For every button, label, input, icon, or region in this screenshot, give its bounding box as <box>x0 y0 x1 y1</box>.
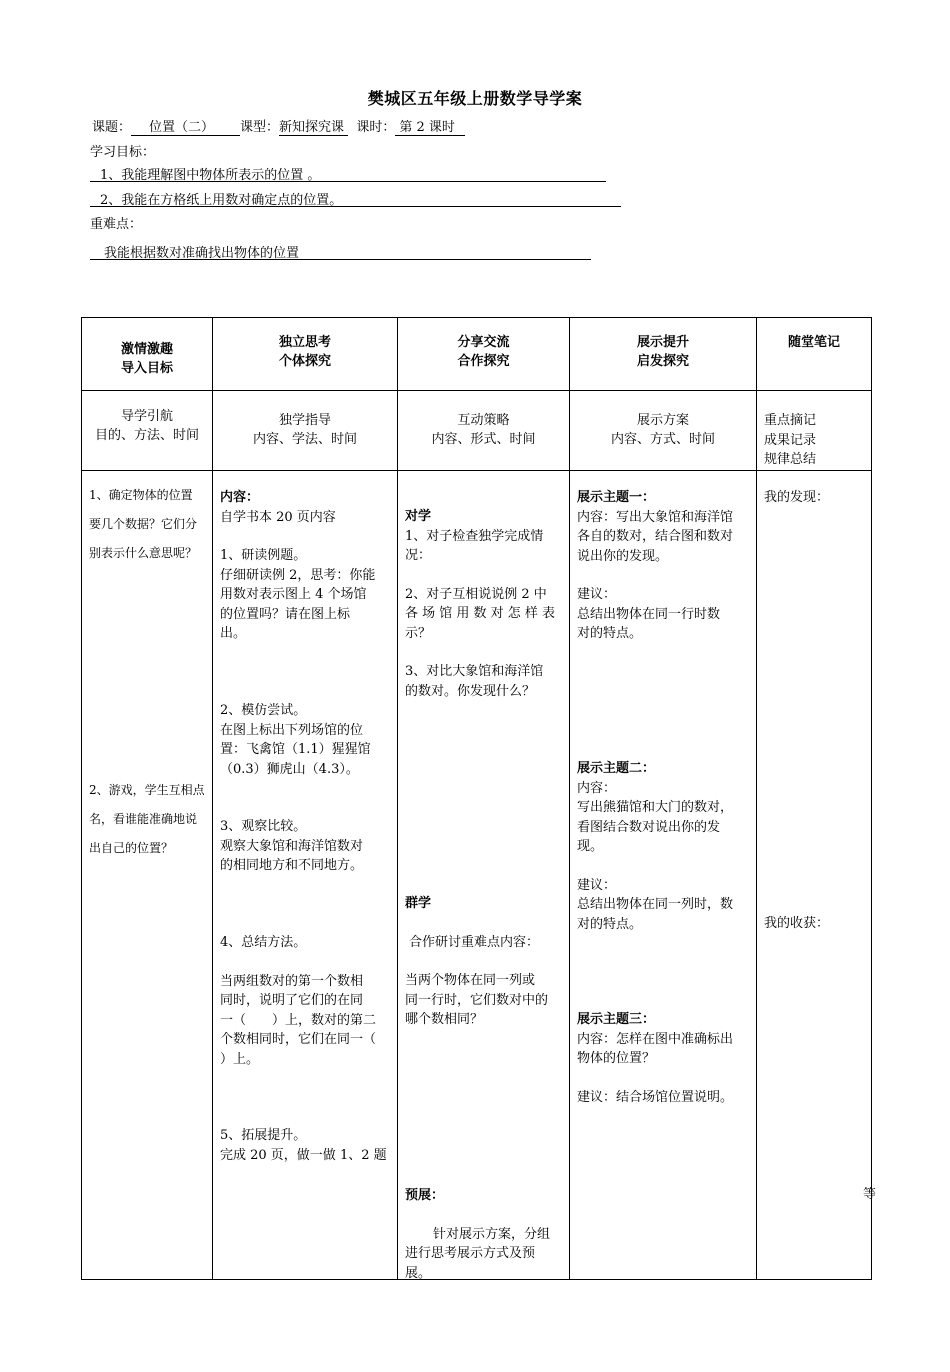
theme-2-advice-line: 总结出物体在同一列时，数 <box>577 897 734 912</box>
subheader-5-line2: 成果记录 <box>764 432 817 448</box>
step-2-line: 置：飞禽馆（1.1）猩猩馆 <box>220 742 371 757</box>
guide-question-2 <box>89 776 206 863</box>
step-5-line: 完成 20 页，做一做 1、2 题 <box>220 1147 387 1163</box>
content-cell-self-study <box>213 471 398 1280</box>
subheader-cell-1 <box>82 391 213 471</box>
pair-line: 2、对子互相说说例 2 中 <box>405 586 547 602</box>
theme-1-line: 说出你的发现。 <box>577 548 669 564</box>
step-3-line: 的相同地方和不同地方。 <box>220 858 364 873</box>
topic-label: 课题： <box>92 120 132 135</box>
step-2-line: （0.3）狮虎山（4.3）。 <box>220 761 359 777</box>
step-2 <box>220 701 391 779</box>
subheader-5-line3: 规律总结 <box>764 452 817 467</box>
step-1-line: 用数对表示图上 4 个场馆 <box>220 587 367 602</box>
notes-gain: 我的收获： <box>764 916 830 931</box>
pair-line: 示？ <box>405 625 432 641</box>
pre-show <box>405 1186 563 1283</box>
guide-q1-line: 1、确定物体的位置 <box>89 488 193 502</box>
pair-study-label: 对学 <box>405 509 432 524</box>
period-label: 课时： <box>356 120 396 135</box>
info-line <box>92 116 465 136</box>
guide-q1-line: 别表示什么意思呢？ <box>89 546 198 560</box>
header-cell-2 <box>213 318 398 391</box>
theme-2-label: 展示主题二： <box>577 761 656 776</box>
goal-2-underline <box>90 206 621 207</box>
header-5-line1: 随堂笔记 <box>787 335 840 350</box>
theme-2-advice-line: 对的特点。 <box>577 916 643 932</box>
step-1-line: 的位置吗？请在图上标 <box>220 606 351 622</box>
theme-1-label: 展示主题一： <box>577 490 656 505</box>
pair-line: 各 场 馆 用 数 对 怎 样 表 <box>405 606 556 621</box>
page-title: 樊城区五年级上册数学导学案 <box>367 89 583 108</box>
header-cell-4 <box>570 318 757 391</box>
subheader-5-line1: 重点摘记 <box>764 413 817 428</box>
goal-item-1: 1、我能理解图中物体所表示的位置 。 <box>100 168 321 183</box>
content-text: 自学书本 20 页内容 <box>220 509 336 525</box>
theme-2-line: 写出熊猫馆和大门的数对， <box>577 800 734 815</box>
theme-3-line: 物体的位置？ <box>577 1051 656 1066</box>
content-label: 内容： <box>220 490 260 505</box>
pre-show-line: 展。 <box>405 1265 432 1281</box>
step-3-title: 3、观察比较。 <box>220 819 307 834</box>
theme-2-line: 现。 <box>577 839 604 854</box>
step-1-line: 出。 <box>220 626 247 641</box>
content-cell-interaction <box>398 471 570 1280</box>
subheader-1-line2: 目的、方法、时间 <box>94 428 199 443</box>
pre-show-label: 预展： <box>405 1188 445 1203</box>
step-4-line: 个数相同时，它们在同一（ <box>220 1032 377 1047</box>
step-4-title: 4、总结方法。 <box>220 935 307 950</box>
step-3-line: 观察大象馆和海洋馆数对 <box>220 838 364 854</box>
content-cell-showcase <box>570 471 757 1280</box>
goal-1-underline <box>90 181 606 182</box>
theme-1-line: 内容：写出大象馆和海洋馆 <box>577 509 734 525</box>
step-1-title: 1、研读例题。 <box>220 548 307 563</box>
pair-line: 3、对比大象馆和海洋馆 <box>405 664 544 679</box>
header-cell-1 <box>82 318 213 391</box>
pair-line: 的数对。你发现什么？ <box>405 683 536 699</box>
subheader-3-line2: 内容、形式、时间 <box>431 432 536 447</box>
header-1-line2: 导入目标 <box>120 361 173 376</box>
step-5 <box>220 1126 391 1165</box>
key-points-text: 我能根据数对准确找出物体的位置 <box>104 246 300 261</box>
key-points-label: 重难点： <box>90 217 143 232</box>
step-4 <box>220 933 391 1069</box>
subheader-2-line2: 内容、学法、时间 <box>252 432 357 447</box>
subheader-4-line2: 内容、方式、时间 <box>610 432 715 447</box>
pre-show-line: 进行思考展示方式及预 <box>405 1246 536 1261</box>
self-study-content <box>220 488 391 527</box>
header-1-line1: 激情激趣 <box>120 342 173 357</box>
theme-2-advice-label: 建议： <box>577 877 617 893</box>
type-label: 课型： <box>240 120 280 135</box>
content-row <box>82 471 872 1280</box>
step-4-line: 一（ ）上，数对的第二 <box>220 1012 377 1028</box>
content-cell-guide <box>82 471 213 1280</box>
goal-item-2: 2、我能在方格纸上用数对确定点的位置。 <box>100 193 343 208</box>
pair-line: 况： <box>405 548 432 563</box>
header-row <box>82 318 872 391</box>
pre-show-line: 针对展示方案，分组 <box>433 1226 551 1242</box>
theme-3-label: 展示主题三： <box>577 1012 656 1027</box>
stray-character: 等 <box>863 1187 877 1202</box>
header-4-line2: 启发探究 <box>636 354 689 369</box>
subheader-row <box>82 391 872 471</box>
theme-1 <box>577 488 750 644</box>
guide-q1-line: 要几个数据？它们分 <box>89 517 198 531</box>
pair-study <box>405 507 563 701</box>
header-3-line2: 合作探究 <box>457 354 510 369</box>
subheader-cell-2 <box>213 391 398 471</box>
header-cell-3 <box>398 318 570 391</box>
step-4-line: 当两组数对的第一个数相 <box>220 973 364 989</box>
guide-q2-line: 出自己的位置？ <box>89 841 174 855</box>
type-value: 新知探究课 <box>279 116 348 136</box>
notes-finding: 我的发现： <box>764 490 830 505</box>
study-plan-table <box>81 317 872 1280</box>
guide-question-1 <box>89 481 206 568</box>
group-line: 当两个物体在同一列或 <box>405 973 536 988</box>
step-2-line: 在图上标出下列场馆的位 <box>220 722 364 738</box>
step-2-title: 2、模仿尝试。 <box>220 703 307 718</box>
theme-1-advice-line: 对的特点。 <box>577 626 643 641</box>
theme-1-advice-label: 建议： <box>577 587 617 602</box>
theme-3-advice: 建议：结合场馆位置说明。 <box>577 1089 734 1105</box>
header-cell-5 <box>757 318 872 391</box>
subheader-cell-3 <box>398 391 570 471</box>
group-intro: 合作研讨重难点内容： <box>409 934 540 950</box>
subheader-3-line1: 互动策略 <box>457 413 510 428</box>
content-cell-notes <box>757 471 872 1280</box>
header-2-line2: 个体探究 <box>278 354 331 369</box>
key-points-underline <box>90 259 591 260</box>
subheader-cell-5 <box>757 391 872 471</box>
header-2-line1: 独立思考 <box>278 335 331 350</box>
step-4-line: 同时，说明了它们的在同 <box>220 993 364 1008</box>
theme-2-line: 内容： <box>577 780 617 796</box>
step-3 <box>220 817 391 876</box>
subheader-cell-4 <box>570 391 757 471</box>
theme-1-advice-line: 总结出物体在同一行时数 <box>577 606 721 622</box>
group-study-label: 群学 <box>405 896 432 911</box>
topic-value: 位置（二） <box>131 116 240 136</box>
step-1 <box>220 546 391 644</box>
group-line: 同一行时，它们数对中的 <box>405 992 549 1008</box>
guide-q2-line: 2、游戏，学生互相点 <box>89 783 205 797</box>
period-value: 第 2 课时 <box>395 116 465 136</box>
subheader-2-line1: 独学指导 <box>278 413 331 428</box>
theme-2-line: 看图结合数对说出你的发 <box>577 819 721 835</box>
step-4-line: ）上。 <box>220 1051 260 1067</box>
group-line: 哪个数相同？ <box>405 1012 484 1027</box>
theme-3 <box>577 1010 750 1107</box>
step-1-line: 仔细研读例 2，思考：你能 <box>220 567 376 583</box>
group-study <box>405 894 563 1030</box>
header-4-line1: 展示提升 <box>636 335 689 350</box>
guide-q2-line: 名，看谁能准确地说 <box>89 812 198 826</box>
subheader-1-line1: 导学引航 <box>120 409 173 424</box>
header-3-line1: 分享交流 <box>457 335 510 350</box>
subheader-4-line1: 展示方案 <box>636 413 689 428</box>
pair-line: 1、对子检查独学完成情 <box>405 528 544 544</box>
theme-2 <box>577 759 750 934</box>
theme-3-line: 内容：怎样在图中准确标出 <box>577 1031 734 1047</box>
step-5-title: 5、拓展提升。 <box>220 1128 307 1143</box>
goals-label: 学习目标： <box>90 145 156 160</box>
theme-1-line: 各自的数对，结合图和数对 <box>577 529 734 544</box>
